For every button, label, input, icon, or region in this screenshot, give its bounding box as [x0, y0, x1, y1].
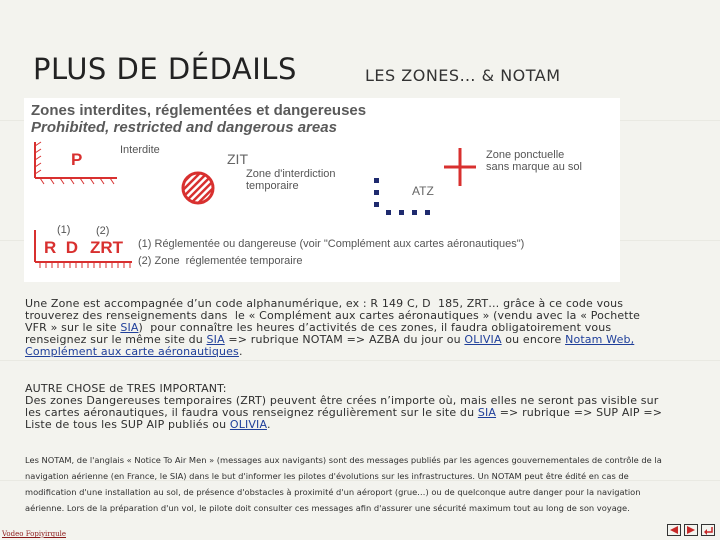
prohibited-letter: P	[71, 150, 83, 169]
sia-link[interactable]: SIA	[120, 321, 139, 334]
return-button[interactable]	[701, 524, 715, 536]
sia-link[interactable]: SIA	[477, 406, 497, 419]
note2-text: (2) Zone réglementée temporaire	[138, 255, 303, 267]
background-stripe	[0, 360, 720, 361]
triangle-left-icon	[669, 526, 679, 534]
point-zone-cross-icon	[442, 146, 478, 188]
paragraph-zone-codes: Une Zone est accompagnée d’un code alphanumérique, ex : R 149 C, D 185, ZRT… grâce à ce code vous trouverez des renseignements dans le « Complément aux cartes aéronautiques » (vendu avec la « Pochette VFR » sur le site SIA) pour connaître les heures d’activités de ces zones, il faudra obligatoirement vous renseignez sur le même site du SIA => rubrique NOTAM => AZBA du jour ou OLIVIA ou encore Notam Web, Complément aux carte aéronautiques.	[25, 297, 641, 358]
slide-title: PLUS DE DÉDAILS	[33, 52, 297, 86]
point-zone-label: Zone ponctuelle sans marque au sol	[486, 149, 582, 173]
return-arrow-icon	[703, 526, 713, 535]
legend-heading-en: Prohibited, restricted and dangerous areas	[31, 119, 337, 136]
next-slide-button[interactable]	[684, 524, 698, 536]
zit-hatched-circle-icon	[180, 170, 216, 206]
note1-text: (1) Réglementée ou dangereuse (voir "Complément aux cartes aéronautiques")	[138, 238, 525, 250]
paragraph-notam-definition: Les NOTAM, de l'anglais « Notice To Air Men » (messages aux navigants) sont des messages publiés par les agences gouvernementales de contrôle de la navigation aérienne (en France, le SIA) dans le but d'informer les pilotes d'évolutions sur les infrastructures. Un NOTAM peut être édité en cas de modification d'une installation au sol, de présence d'obstacles à proximité d'un aéroport (grue…) ou de quelconque autre danger pour la navigation aérienne. Lors de la préparation d'un vol, le pilote doit consulter ces messages afin d'assurer une sécurité maximum tout au long de son voyage.	[25, 455, 662, 513]
sia-link[interactable]: SIA	[206, 333, 225, 346]
slide-subtitle: LES ZONES… & NOTAM	[365, 66, 561, 85]
letters-zrt: ZRT	[90, 238, 124, 257]
notam-web-link[interactable]: Notam Web,	[565, 333, 635, 346]
triangle-right-icon	[686, 526, 696, 534]
atz-code: ATZ	[412, 184, 434, 198]
note2-marker: (2)	[96, 225, 110, 237]
note1-marker: (1)	[57, 224, 71, 236]
olivia-link[interactable]: OLIVIA	[229, 418, 267, 431]
prohibited-label: Interdite	[120, 144, 160, 156]
footer-link[interactable]: Vodeo Fopiyirqule	[2, 530, 67, 538]
prev-slide-button[interactable]	[667, 524, 681, 536]
airspace-legend-panel	[24, 98, 620, 282]
legend-heading-fr: Zones interdites, réglementées et dangereuses	[31, 102, 367, 119]
paragraph-temporary-zones: AUTRE CHOSE de TRES IMPORTANT: Des zones Dangereuses temporaires (ZRT) peuvent être crées n’importe où, mais elles ne seront pas visible sur les cartes aéronautiques, il faudra vous renseignez régulièrement sur le site du SIA => rubrique => SUP AIP => Liste de tous les SUP AIP publiés ou OLIVIA.	[25, 382, 663, 431]
complement-cartes-link[interactable]: Complément aux carte aéronautiques	[25, 345, 239, 358]
zit-code: ZIT	[227, 151, 248, 167]
zit-label: Zone d'interdiction temporaire	[246, 168, 336, 192]
letters-r-d: R D	[44, 238, 78, 257]
olivia-link[interactable]: OLIVIA	[464, 333, 502, 346]
